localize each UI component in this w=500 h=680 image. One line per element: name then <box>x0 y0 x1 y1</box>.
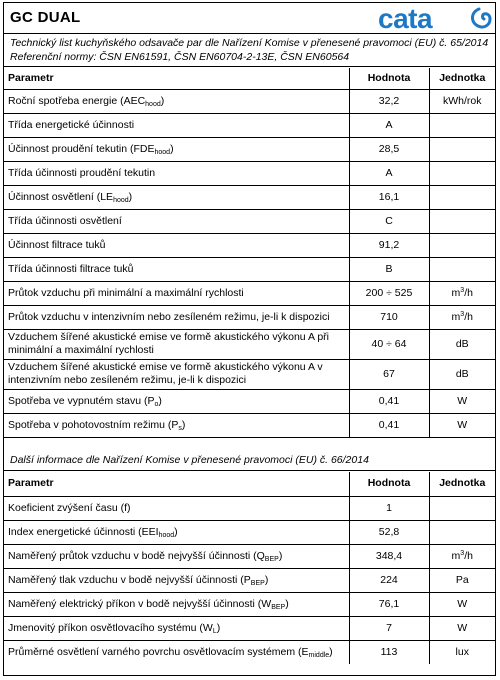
parameter-subscript: hood <box>154 148 171 156</box>
unit-text: m <box>451 549 461 562</box>
unit-cell <box>429 329 495 359</box>
unit-cell <box>429 359 495 389</box>
unit-cell <box>429 496 495 520</box>
parameter-tail: ) <box>174 525 178 538</box>
parameter-label: Koeficient zvýšení času (f) <box>8 501 131 514</box>
table-row <box>4 161 495 185</box>
parameter-cell <box>4 329 349 359</box>
parameter-cell <box>4 592 349 616</box>
parameter-tail: ) <box>264 573 269 586</box>
header-parameter: Parametr <box>4 68 349 89</box>
unit-cell <box>429 616 495 640</box>
parameter-cell <box>4 209 349 233</box>
parameter-subscript: BEP <box>264 555 279 563</box>
unit-cell <box>429 520 495 544</box>
parameter-cell <box>4 413 349 437</box>
datasheet <box>3 2 496 676</box>
value-cell: A <box>349 161 429 185</box>
table-row <box>4 233 495 257</box>
value-cell: 0,41 <box>349 389 429 413</box>
value-cell: 200 ÷ 525 <box>349 281 429 305</box>
parameter-cell <box>4 233 349 257</box>
table-row <box>4 305 495 329</box>
unit-cell <box>429 544 495 568</box>
header <box>4 3 495 34</box>
unit-text: W <box>457 621 468 634</box>
value-cell: 7 <box>349 616 429 640</box>
additional-info-heading: Další informace dle Nařízení Komise v přenesené pravomoci (EU) č. 66/2014 <box>4 451 495 471</box>
energy-parameters-table <box>4 68 495 438</box>
parameter-subscript: middle <box>308 651 330 659</box>
unit-text: W <box>457 418 468 431</box>
value-cell: A <box>349 113 429 137</box>
table-row <box>4 520 495 544</box>
unit-cell <box>429 161 495 185</box>
table-row <box>4 413 495 437</box>
unit-tail: /h <box>464 286 473 299</box>
parameter-tail: ) <box>181 418 186 431</box>
header-value: Hodnota <box>349 472 429 496</box>
parameter-cell <box>4 389 349 413</box>
parameter-label: Třída účinnosti filtrace tuků <box>8 262 134 275</box>
parameter-cell <box>4 496 349 520</box>
unit-text: dB <box>455 367 469 380</box>
unit-cell <box>429 257 495 281</box>
unit-superscript: 3 <box>460 549 465 557</box>
parameter-cell <box>4 568 349 592</box>
parameter-label: Třída účinnosti proudění tekutin <box>8 166 156 179</box>
unit-superscript: 3 <box>460 310 465 318</box>
value-cell: 16,1 <box>349 185 429 209</box>
unit-text: kWh/rok <box>442 94 482 107</box>
parameter-label: Naměřený průtok vzduchu v bodě nejvyšší účinnosti (Q <box>8 549 265 562</box>
table-row <box>4 257 495 281</box>
value-cell: 348,4 <box>349 544 429 568</box>
unit-text: Pa <box>455 573 469 586</box>
parameter-subscript: o <box>154 400 159 408</box>
parameter-label: Účinnost osvětlení (LE <box>8 190 114 203</box>
parameter-cell <box>4 89 349 113</box>
unit-cell <box>429 389 495 413</box>
parameter-subscript: BEP <box>271 603 286 611</box>
value-cell: 113 <box>349 640 429 664</box>
standards-line: Referenční normy: ČSN EN61591, ČSN EN60704-2-13E, ČSN EN60564 <box>10 51 350 63</box>
unit-tail: /h <box>464 310 473 323</box>
unit-text: dB <box>455 337 469 350</box>
parameter-label: Naměřený elektrický příkon v bodě nejvyšší účinnosti (W <box>8 597 272 610</box>
parameter-subscript: s <box>178 424 182 432</box>
table-row <box>4 185 495 209</box>
regulation-line: Technický list kuchyňského odsavače par dle Nařízení Komise v přenesené pravomoci (EU) č. 65/2014 <box>10 37 489 49</box>
parameter-label: Třída energetické účinnosti <box>8 118 135 131</box>
parameter-label: Účinnost filtrace tuků <box>8 238 106 251</box>
unit-cell <box>429 137 495 161</box>
unit-cell <box>429 281 495 305</box>
value-cell: 0,41 <box>349 413 429 437</box>
unit-tail: /h <box>464 549 473 562</box>
unit-text: lux <box>455 645 469 658</box>
parameter-label: Průměrné osvětlení varného povrchu osvětlovacím systémem (E <box>8 645 309 658</box>
parameter-subscript: hood <box>158 531 175 539</box>
table-row <box>4 89 495 113</box>
parameter-cell <box>4 640 349 664</box>
table-row <box>4 281 495 305</box>
parameter-cell <box>4 161 349 185</box>
regulation-info <box>4 34 495 67</box>
unit-text: W <box>457 394 468 407</box>
unit-cell <box>429 592 495 616</box>
unit-superscript: 3 <box>460 286 465 294</box>
parameter-cell <box>4 281 349 305</box>
parameter-cell <box>4 257 349 281</box>
unit-cell <box>429 185 495 209</box>
unit-cell <box>429 305 495 329</box>
table-row <box>4 359 495 389</box>
parameter-label: Průtok vzduchu při minimální a maximální rychlosti <box>8 286 244 299</box>
additional-parameters-table <box>4 472 495 664</box>
value-cell: 52,8 <box>349 520 429 544</box>
value-cell: 40 ÷ 64 <box>349 329 429 359</box>
parameter-cell <box>4 305 349 329</box>
header-value: Hodnota <box>349 68 429 89</box>
table-row <box>4 209 495 233</box>
parameter-label: Vzduchem šířené akustické emise ve formě akustického výkonu A v intenzivním nebo zesíleném režimu, je-li k dispozici <box>8 361 323 386</box>
table-header-row <box>4 472 495 496</box>
unit-cell <box>429 568 495 592</box>
table-row <box>4 389 495 413</box>
cata-logo <box>378 4 492 32</box>
parameter-cell <box>4 113 349 137</box>
header-parameter: Parametr <box>4 472 349 496</box>
header-unit: Jednotka <box>429 68 495 89</box>
parameter-tail: ) <box>170 142 174 155</box>
parameter-label: Spotřeba v pohotovostním režimu (P <box>8 418 179 431</box>
table-row <box>4 640 495 664</box>
unit-cell <box>429 113 495 137</box>
table-row <box>4 113 495 137</box>
value-cell: 91,2 <box>349 233 429 257</box>
parameter-tail: ) <box>160 94 165 107</box>
unit-cell <box>429 89 495 113</box>
parameter-tail: ) <box>158 394 162 407</box>
parameter-cell <box>4 520 349 544</box>
table-row <box>4 592 495 616</box>
parameter-subscript: hood <box>113 196 129 204</box>
parameter-cell <box>4 185 349 209</box>
parameter-label: Účinnost proudění tekutin (FDE <box>8 142 155 155</box>
brand-wordmark: cata <box>378 4 433 32</box>
unit-text: W <box>457 597 468 610</box>
parameter-tail: ) <box>329 645 333 658</box>
parameter-cell <box>4 359 349 389</box>
unit-cell <box>429 209 495 233</box>
parameter-tail: ) <box>216 621 221 634</box>
parameter-cell <box>4 616 349 640</box>
table-row <box>4 616 495 640</box>
unit-text: m <box>451 310 461 323</box>
product-title: GC DUAL <box>10 9 81 26</box>
table-row <box>4 329 495 359</box>
parameter-label: Naměřený tlak vzduchu v bodě nejvyšší účinnosti (P <box>8 573 251 586</box>
table-row <box>4 568 495 592</box>
parameter-label: Index energetické účinnosti (EEI <box>8 525 159 538</box>
unit-cell <box>429 413 495 437</box>
parameter-tail: ) <box>285 597 289 610</box>
parameter-subscript: hood <box>145 100 161 108</box>
parameter-cell <box>4 137 349 161</box>
table-row <box>4 137 495 161</box>
parameter-label: Vzduchem šířené akustické emise ve formě akustického výkonu A při minimální a maximální rychlosti <box>8 331 329 356</box>
parameter-tail: ) <box>278 549 283 562</box>
parameter-label: Spotřeba ve vypnutém stavu (P <box>8 394 155 407</box>
parameter-subscript: BEP <box>250 579 265 587</box>
parameter-label: Průtok vzduchu v intenzivním nebo zesíleném režimu, je-li k dispozici <box>8 310 330 323</box>
unit-cell <box>429 233 495 257</box>
value-cell: 224 <box>349 568 429 592</box>
value-cell: 1 <box>349 496 429 520</box>
unit-cell <box>429 640 495 664</box>
value-cell: 710 <box>349 305 429 329</box>
value-cell: B <box>349 257 429 281</box>
parameter-label: Jmenovitý příkon osvětlovacího systému (W <box>8 621 213 634</box>
table-row <box>4 496 495 520</box>
table-row <box>4 544 495 568</box>
parameter-label: Roční spotřeba energie (AEC <box>8 94 146 107</box>
parameter-subscript: L <box>212 627 217 635</box>
value-cell: 67 <box>349 359 429 389</box>
parameter-cell <box>4 544 349 568</box>
value-cell: 32,2 <box>349 89 429 113</box>
value-cell: C <box>349 209 429 233</box>
header-unit: Jednotka <box>429 472 495 496</box>
value-cell: 28,5 <box>349 137 429 161</box>
parameter-tail: ) <box>128 190 133 203</box>
parameter-label: Třída účinnosti osvětlení <box>8 214 122 227</box>
table-header-row <box>4 68 495 89</box>
unit-text: m <box>451 286 461 299</box>
value-cell: 76,1 <box>349 592 429 616</box>
